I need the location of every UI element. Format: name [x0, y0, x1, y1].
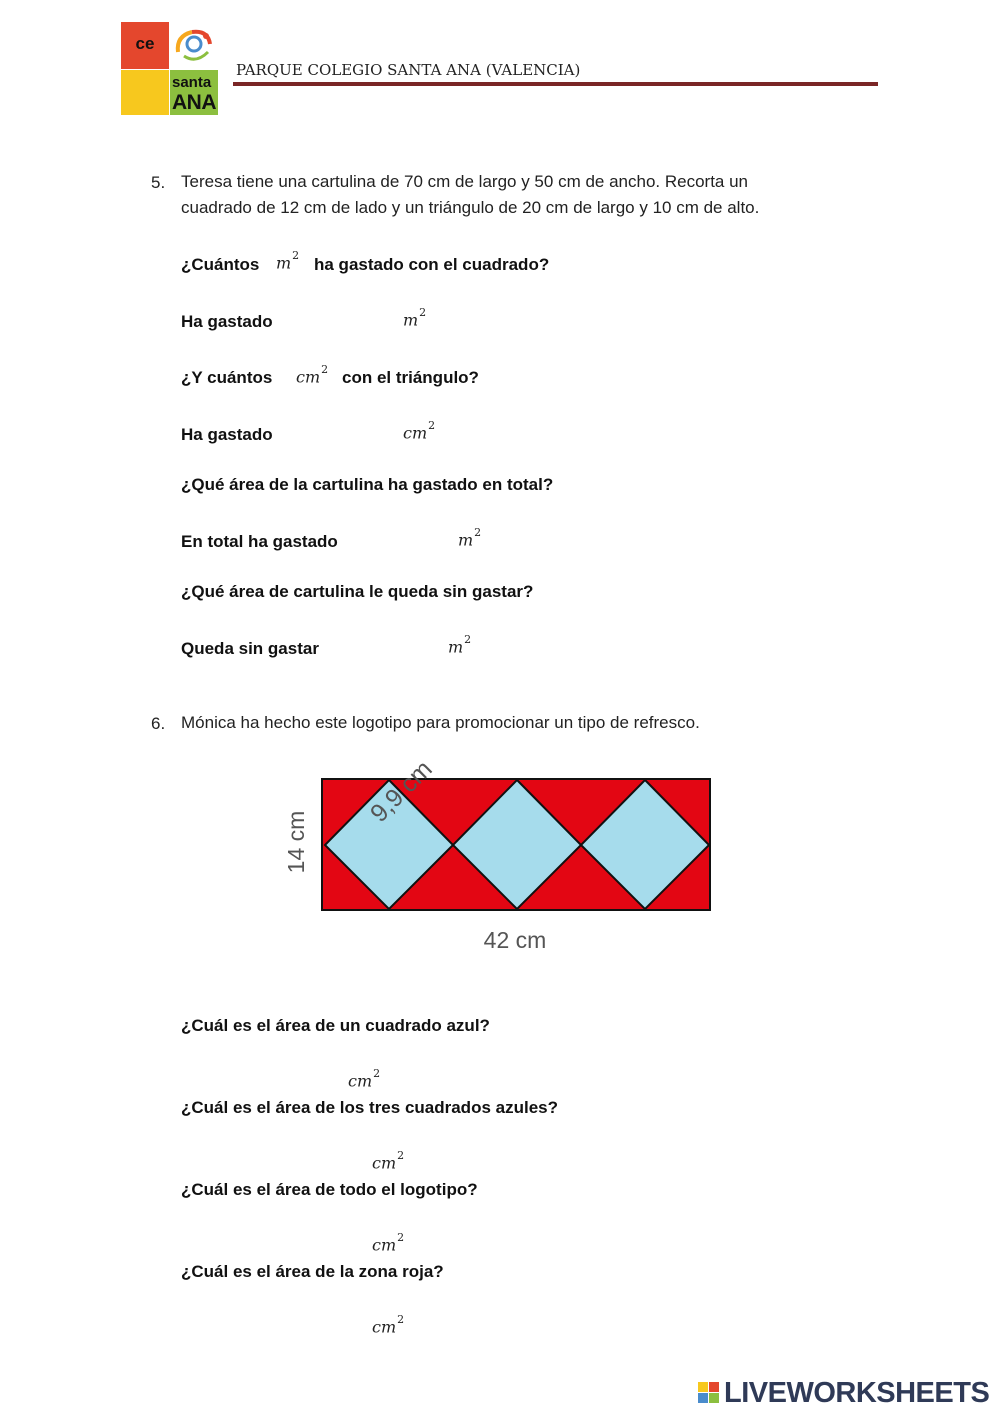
exercise-6-statement: Mónica ha hecho este logotipo para promocionar un tipo de refresco. [181, 713, 700, 732]
school-logo [121, 22, 218, 115]
liveworksheets-watermark: LIVEWORKSHEETS [724, 1377, 990, 1409]
logo-ana-text: ANA [172, 91, 216, 114]
exercise-5-question-3: ¿Qué área de la cartulina ha gastado en total? [181, 475, 554, 494]
unit-text: cm [372, 1317, 397, 1337]
exercise-5-answer-1-input[interactable] [290, 308, 398, 334]
exercise-5-answer-1-label: Ha gastado [181, 312, 273, 331]
unit-text: m [448, 637, 464, 657]
exercise-5-question-1-end: ha gastado con el cuadrado? [314, 255, 550, 274]
exponent: 2 [292, 249, 300, 262]
exercise-5-question-2: ¿Y cuántos [181, 368, 273, 387]
width-label: 42 cm [483, 927, 547, 953]
exercise-6-answer-2-input[interactable] [250, 1150, 366, 1176]
logo-symbol-icon [170, 22, 218, 69]
unit-cm2 [403, 419, 436, 443]
exercise-5-question-4: ¿Qué área de cartulina le queda sin gastar? [181, 582, 534, 601]
unit-text: cm [403, 423, 428, 443]
exercise-6-number: 6. [151, 714, 166, 733]
exponent: 2 [419, 306, 427, 319]
exercise-5-statement-line2: cuadrado de 12 cm de lado y un triángulo de 20 cm de largo y 10 cm de alto. [181, 198, 760, 217]
logo-santa-ana-tile [170, 70, 218, 115]
exercise-6-answer-3-input[interactable] [250, 1232, 366, 1258]
unit-cm2 [372, 1231, 405, 1255]
school-name: PARQUE COLEGIO SANTA ANA (VALENCIA) [236, 61, 581, 79]
exponent: 2 [373, 1067, 381, 1080]
exercise-5-answer-2-label: Ha gastado [181, 425, 273, 444]
logo-santa-text: santa [172, 74, 212, 91]
unit-text: cm [348, 1071, 373, 1091]
unit-m2 [458, 526, 482, 550]
exercise-5-answer-3-input[interactable] [358, 528, 454, 554]
exponent: 2 [321, 363, 329, 376]
logo-yellow-tile [121, 70, 169, 115]
unit-text: cm [372, 1153, 397, 1173]
exponent: 2 [397, 1313, 405, 1326]
exercise-5-answer-4-input[interactable] [340, 635, 444, 661]
height-label: 14 cm [283, 810, 309, 874]
exponent: 2 [474, 526, 482, 539]
exercise-5-question-2-end: con el triángulo? [342, 368, 479, 387]
exercise-5-number: 5. [151, 173, 166, 192]
diagonal-label: 9,9 cm [364, 754, 438, 828]
exponent: 2 [397, 1231, 405, 1244]
unit-m2 [448, 633, 472, 657]
exercise-5-answer-3-label: En total ha gastado [181, 532, 338, 551]
exercise-5-question-1 [181, 255, 259, 275]
unit-m2 [403, 306, 427, 330]
unit-cm2 [296, 363, 329, 387]
exponent: 2 [464, 633, 472, 646]
header-divider [233, 82, 878, 86]
unit-text: m [458, 530, 474, 550]
liveworksheets-logo-icon [698, 1382, 720, 1404]
exercise-6-question-2: ¿Cuál es el área de los tres cuadrados azules? [181, 1098, 558, 1117]
unit-text: m [403, 310, 419, 330]
exponent: 2 [397, 1149, 405, 1162]
unit-m2 [276, 249, 300, 273]
unit-cm2 [372, 1149, 405, 1173]
exponent: 2 [428, 419, 436, 432]
exercise-5-answer-2-input[interactable] [290, 421, 398, 447]
unit-text: cm [372, 1235, 397, 1255]
question-text: ¿Cuántos [181, 255, 260, 274]
exercise-6-question-4: ¿Cuál es el área de la zona roja? [181, 1262, 444, 1281]
logo-figure-shapes [280, 754, 720, 960]
exercise-6-answer-4-input[interactable] [250, 1314, 366, 1340]
exercise-6-question-3: ¿Cuál es el área de todo el logotipo? [181, 1180, 478, 1199]
unit-text: cm [296, 367, 321, 387]
unit-cm2 [372, 1313, 405, 1337]
unit-cm2 [348, 1067, 381, 1091]
exercise-6-question-1: ¿Cuál es el área de un cuadrado azul? [181, 1016, 490, 1035]
unit-text: m [276, 253, 292, 273]
exercise-5-answer-4-label: Queda sin gastar [181, 639, 319, 658]
logo-ce-tile: ce [121, 22, 169, 69]
exercise-6-answer-1-input[interactable] [230, 1068, 342, 1094]
exercise-5-statement-line1: Teresa tiene una cartulina de 70 cm de largo y 50 cm de ancho. Recorta un [181, 172, 749, 191]
